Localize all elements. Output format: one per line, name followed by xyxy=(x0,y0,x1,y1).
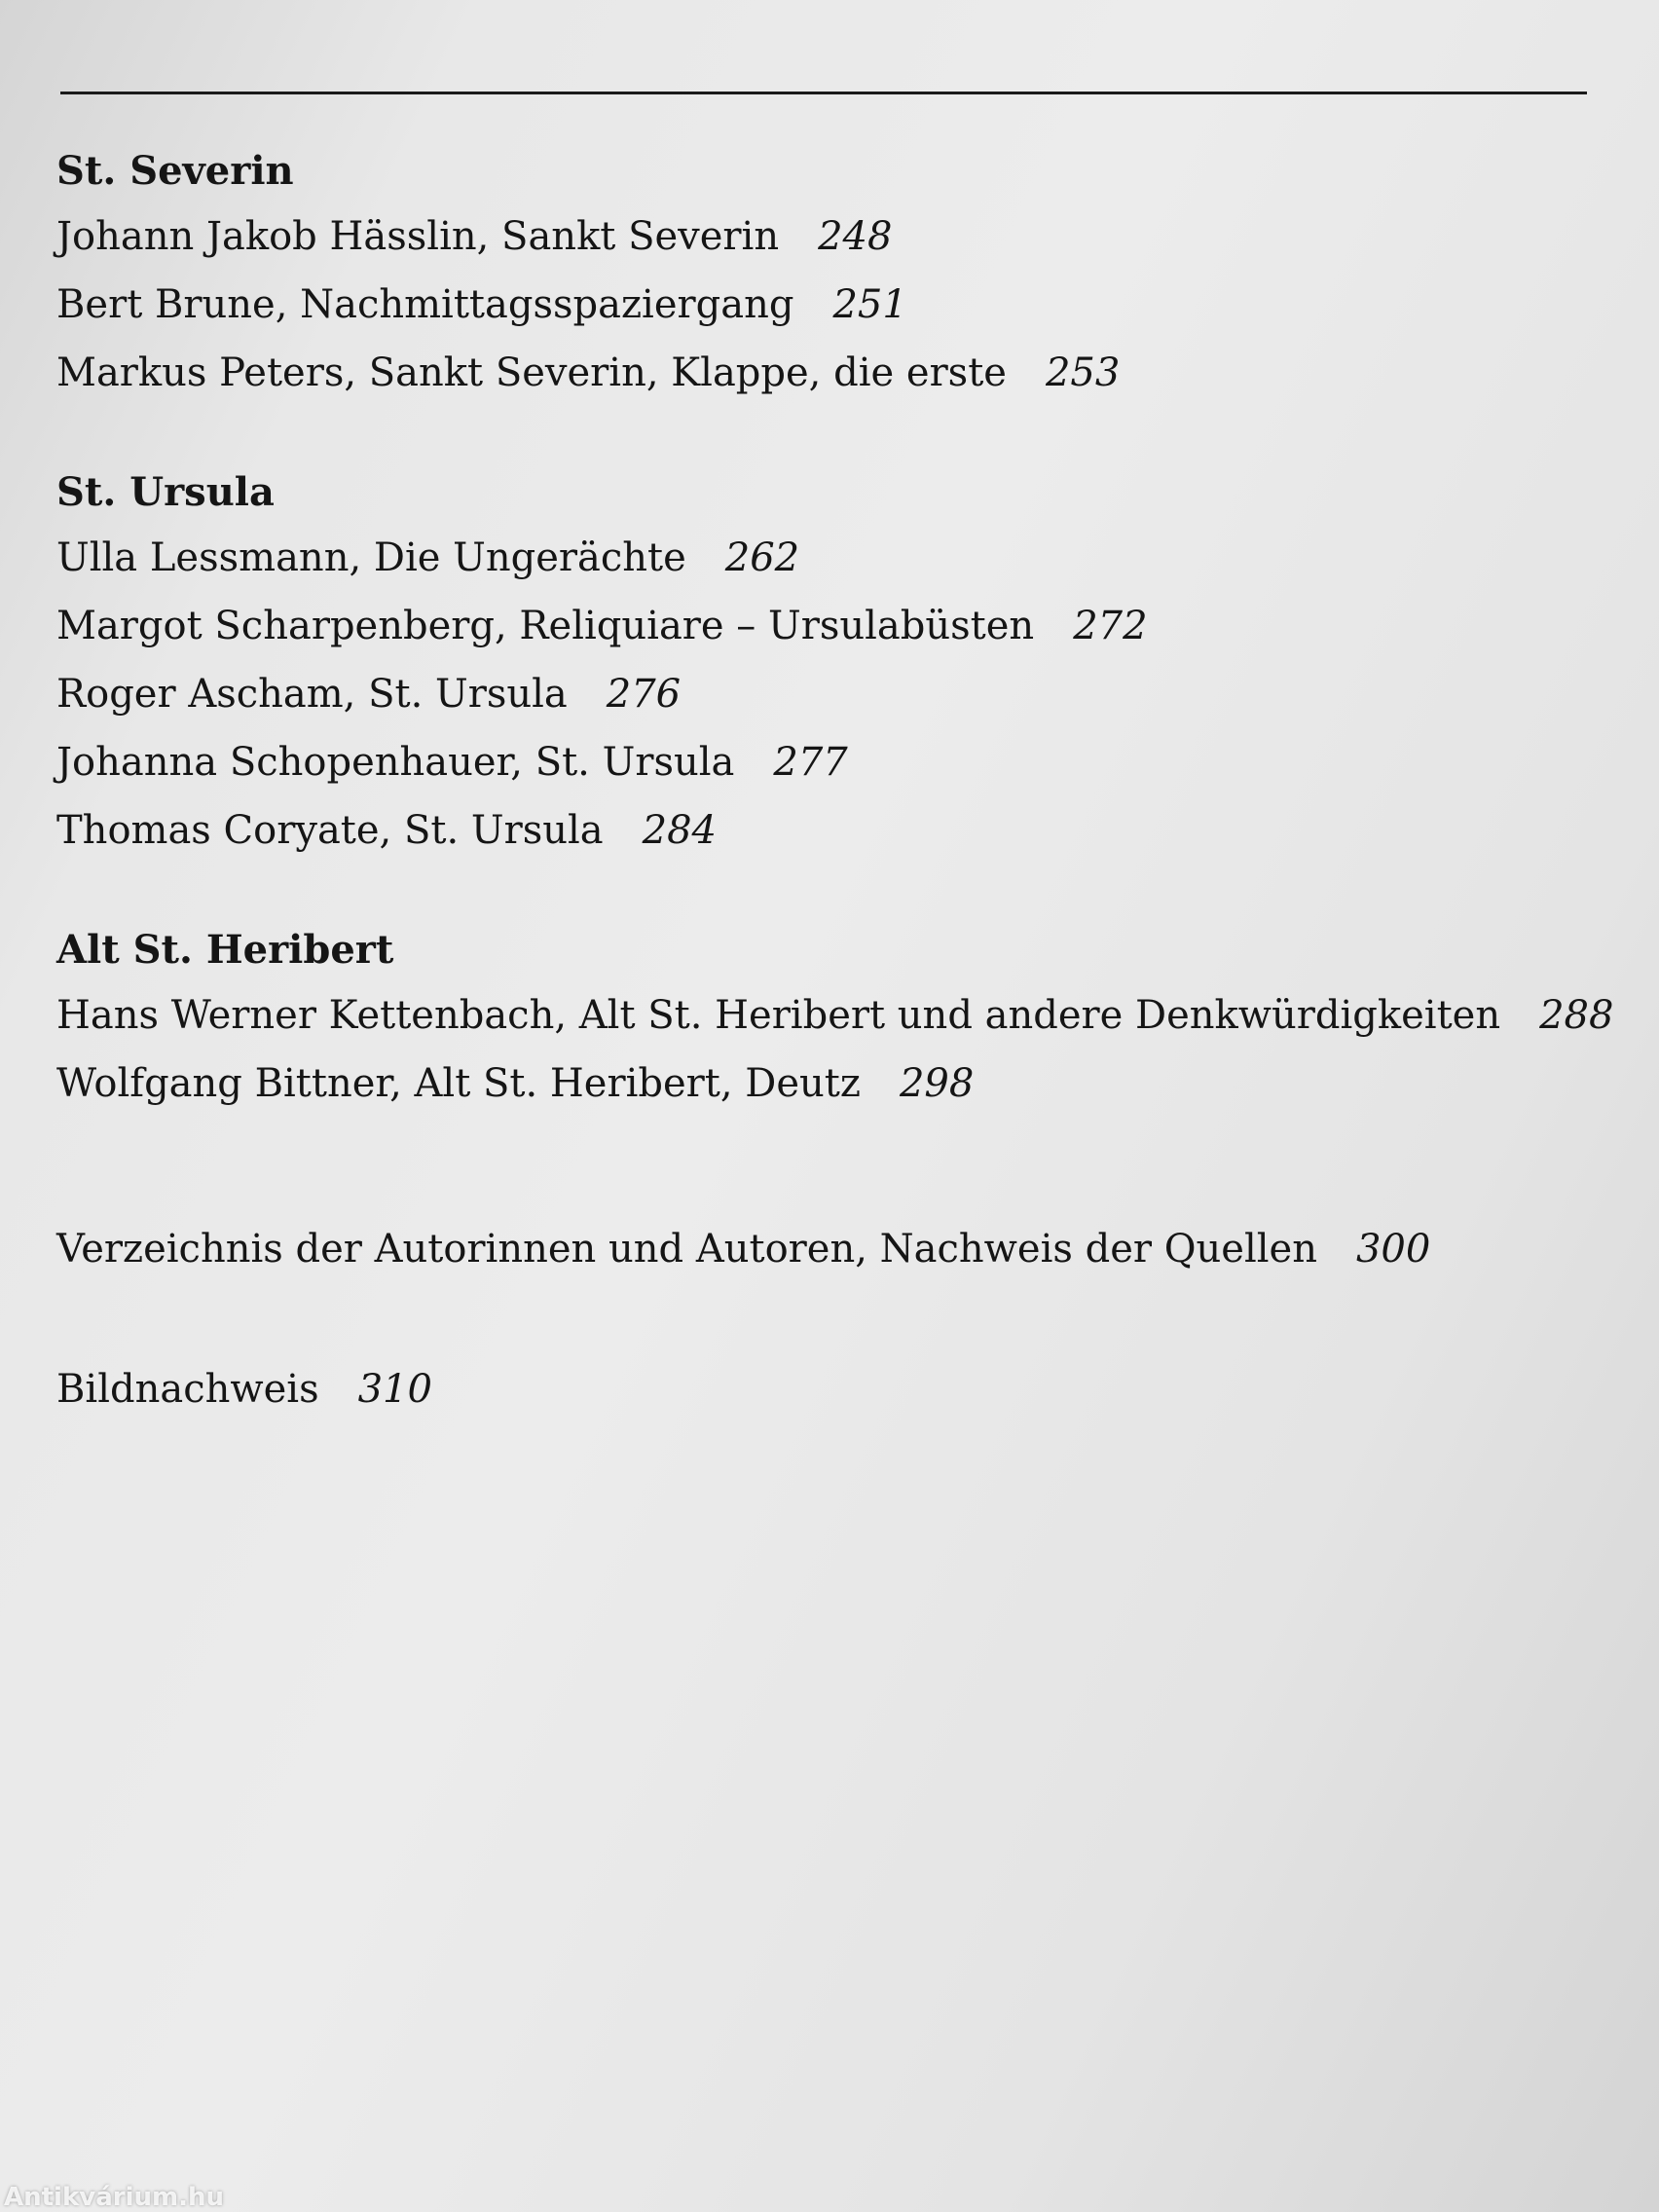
entry-page-number: 298 xyxy=(899,1061,975,1106)
toc-entry xyxy=(56,592,1614,660)
toc-entry xyxy=(56,524,1614,592)
entry-page-number: 300 xyxy=(1355,1227,1431,1272)
section-st-ursula xyxy=(56,467,1614,865)
entry-text: Thomas Coryate, St. Ursula xyxy=(56,808,604,853)
entry-text: Bildnachweis xyxy=(56,1367,319,1412)
toc-entry-picture-credits xyxy=(56,1355,1614,1423)
entry-text: Margot Scharpenberg, Reliquiare – Ursulabüsten xyxy=(56,604,1035,648)
toc-entry xyxy=(56,1050,1614,1118)
toc-entry xyxy=(56,981,1614,1050)
watermark: Antikvárium.hu xyxy=(4,2183,224,2212)
entry-text: Markus Peters, Sankt Severin, Klappe, die erste xyxy=(56,350,1007,395)
entry-text: Johanna Schopenhauer, St. Ursula xyxy=(56,740,735,785)
entry-text: Hans Werner Kettenbach, Alt St. Heribert und andere Denkwürdigkeiten xyxy=(56,993,1501,1038)
entry-page-number: 310 xyxy=(357,1367,432,1412)
entry-page-number: 276 xyxy=(606,672,682,717)
toc-entry xyxy=(56,796,1614,865)
toc-entry xyxy=(56,271,1614,339)
section-st-severin xyxy=(56,146,1614,407)
toc-entry xyxy=(56,728,1614,796)
entry-page-number: 288 xyxy=(1539,993,1614,1038)
table-of-contents xyxy=(56,146,1614,1423)
entry-text: Roger Ascham, St. Ursula xyxy=(56,672,568,717)
entry-page-number: 284 xyxy=(642,808,717,853)
top-rule xyxy=(60,92,1587,94)
entry-page-number: 251 xyxy=(832,282,907,327)
toc-entry-authors-sources xyxy=(56,1215,1614,1283)
toc-entry xyxy=(56,203,1614,271)
section-title: Alt St. Heribert xyxy=(56,927,394,973)
entry-page-number: 277 xyxy=(773,740,848,785)
section-alt-st-heribert xyxy=(56,925,1614,1118)
entry-text: Wolfgang Bittner, Alt St. Heribert, Deutz xyxy=(56,1061,861,1106)
toc-entry xyxy=(56,660,1614,728)
toc-entry xyxy=(56,339,1614,407)
section-title: St. Severin xyxy=(56,148,294,194)
entry-text: Bert Brune, Nachmittagsspaziergang xyxy=(56,282,794,327)
entry-text: Verzeichnis der Autorinnen und Autoren, Nachweis der Quellen xyxy=(56,1227,1317,1272)
entry-text: Johann Jakob Hässlin, Sankt Severin xyxy=(56,214,780,259)
section-title: St. Ursula xyxy=(56,469,275,515)
entry-page-number: 262 xyxy=(724,535,800,580)
entry-page-number: 248 xyxy=(818,214,893,259)
entry-page-number: 253 xyxy=(1045,350,1121,395)
entry-page-number: 272 xyxy=(1073,604,1148,648)
entry-text: Ulla Lessmann, Die Ungerächte xyxy=(56,535,686,580)
